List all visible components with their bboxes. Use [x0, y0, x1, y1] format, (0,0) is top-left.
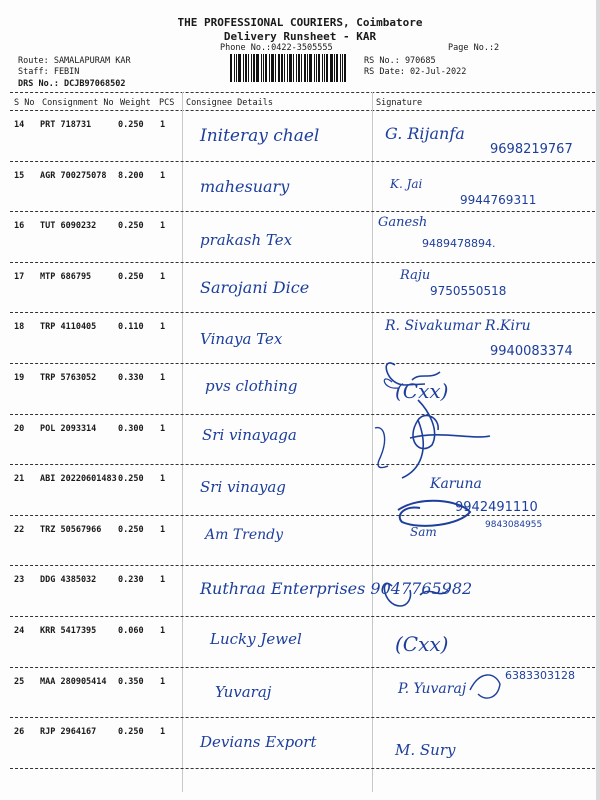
row-consignment-no: AGR 700275078	[40, 170, 107, 181]
col-consignee: Consignee Details	[186, 98, 273, 108]
row-weight: 0.250	[118, 474, 144, 485]
phone-number: Phone No.:0422-3505555	[220, 43, 333, 53]
company-name: THE PROFESSIONAL COURIERS, Coimbatore	[177, 16, 423, 29]
row-consignment-no: TRZ 50567966	[40, 524, 102, 535]
row-signature-handwritten: Sam	[410, 524, 437, 539]
row-consignee-handwritten: Ruthraa Enterprises 9047765982	[200, 579, 473, 599]
row-consignee-handwritten: Initeray chael	[200, 126, 320, 146]
row-phone-handwritten: 9843084955	[485, 519, 543, 530]
row-weight: 0.110	[118, 322, 144, 333]
row-sno: 21	[14, 474, 25, 485]
row-pcs: 1	[160, 575, 166, 586]
row-pcs: 1	[160, 676, 166, 687]
row-sno: 24	[14, 626, 25, 636]
row-sno: 17	[14, 271, 25, 282]
row-consignment-no: ABI 20220601483	[40, 474, 117, 485]
row-weight: 0.250	[118, 120, 144, 130]
row-sno: 22	[14, 524, 25, 535]
row-pcs: 1	[160, 271, 166, 282]
col-sno: S No	[14, 98, 35, 108]
row-sno: 26	[14, 727, 25, 738]
row-signature-handwritten: Ganesh	[378, 215, 428, 231]
row-weight: 0.250	[118, 271, 144, 282]
row-consignee-handwritten: mahesuary	[200, 176, 290, 196]
row-signature-handwritten: Raju	[400, 267, 431, 283]
row-signature-handwritten: R. Sivakumar R.Kiru	[385, 318, 531, 335]
row-consignee-handwritten: Lucky Jewel	[210, 630, 302, 648]
row-phone-handwritten: 9489478894.	[422, 237, 496, 251]
row-consignment-no: PRT 718731	[40, 120, 92, 130]
drs-number: DRS No.: DCJB97068502	[18, 79, 126, 89]
row-pcs: 1	[160, 221, 166, 232]
row-consignment-no: MAA 280905414	[40, 676, 107, 687]
col-weight: Weight	[120, 98, 151, 108]
row-pcs: 1	[160, 727, 166, 738]
col-consignment: Consignment No	[42, 98, 114, 108]
rs-number: RS No.: 970685	[364, 56, 436, 66]
row-sno: 23	[14, 575, 25, 586]
page-number: Page No.:2	[448, 43, 500, 53]
row-phone-handwritten: 9698219767	[490, 142, 573, 157]
row-sno: 14	[14, 120, 25, 130]
row-weight: 0.250	[118, 221, 144, 232]
row-sno: 20	[14, 423, 25, 434]
sheet-title: Delivery Runsheet - KAR	[223, 30, 377, 43]
row-pcs: 1	[160, 170, 166, 181]
row-phone-handwritten: 9940083374	[490, 344, 573, 360]
row-sno: 18	[14, 322, 25, 333]
row-signature-handwritten: (Cxx)	[395, 632, 449, 656]
row-phone-handwritten: 9944769311	[460, 192, 537, 207]
row-weight: 8.200	[118, 170, 144, 181]
row-consignee-handwritten: Sri vinayag	[200, 478, 286, 497]
row-pcs: 1	[160, 120, 166, 130]
row-signature-handwritten: M. Sury	[395, 741, 456, 760]
row-sno: 15	[14, 170, 25, 181]
row-signature-handwritten: K. Jai	[390, 176, 423, 191]
row-signature-handwritten: P. Yuvaraj	[398, 680, 467, 697]
row-pcs: 1	[160, 524, 166, 535]
row-phone-handwritten: 9750550518	[430, 283, 507, 298]
row-consignee-handwritten: Sarojani Dice	[200, 277, 310, 297]
row-weight: 0.350	[118, 676, 144, 687]
row-signature-handwritten: Karuna	[430, 476, 482, 493]
row-consignee-handwritten: Vinaya Tex	[200, 330, 283, 349]
row-consignee-handwritten: Am Trendy	[205, 526, 284, 543]
row-consignee-handwritten: pvs clothing	[205, 377, 298, 395]
staff: Staff: FEBIN	[18, 67, 80, 77]
row-consignment-no: DDG 4385032	[40, 575, 97, 586]
row-consignment-no: TRP 4110405	[40, 322, 97, 333]
row-sno: 16	[14, 221, 25, 232]
row-signature-handwritten: (Cxx)	[395, 379, 449, 403]
row-pcs: 1	[160, 474, 166, 485]
row-weight: 0.330	[118, 373, 144, 383]
row-consignment-no: RJP 2964167	[40, 727, 97, 738]
row-consignee-handwritten: Yuvaraj	[215, 682, 272, 701]
row-consignee-handwritten: Sri vinayaga	[202, 425, 297, 444]
row-weight: 0.060	[118, 626, 144, 636]
col-signature: Signature	[376, 98, 423, 108]
col-pcs: PCS	[159, 98, 175, 108]
rs-date: RS Date: 02-Jul-2022	[364, 67, 467, 77]
row-sno: 25	[14, 676, 25, 687]
row-phone-handwritten: 6383303128	[505, 668, 575, 682]
row-signature-handwritten: G. Rijanfa	[385, 124, 465, 143]
row-phone-handwritten: 9942491110	[455, 500, 538, 516]
row-pcs: 1	[160, 373, 166, 383]
row-sno: 19	[14, 373, 25, 383]
row-pcs: 1	[160, 423, 166, 434]
row-pcs: 1	[160, 626, 166, 636]
row-consignment-no: KRR 5417395	[40, 626, 97, 636]
row-weight: 0.230	[118, 575, 144, 586]
row-consignment-no: TUT 6090232	[40, 221, 97, 232]
row-pcs: 1	[160, 322, 166, 333]
row-weight: 0.250	[118, 727, 144, 738]
row-consignee-handwritten: prakash Tex	[200, 231, 293, 250]
row-consignment-no: MTP 686795	[40, 271, 92, 282]
row-consignment-no: TRP 5763052	[40, 373, 97, 383]
row-weight: 0.250	[118, 524, 144, 535]
row-weight: 0.300	[118, 423, 144, 434]
row-consignment-no: POL 2093314	[40, 423, 97, 434]
row-consignee-handwritten: Devians Export	[200, 733, 317, 752]
route: Route: SAMALAPURAM KAR	[18, 56, 131, 66]
